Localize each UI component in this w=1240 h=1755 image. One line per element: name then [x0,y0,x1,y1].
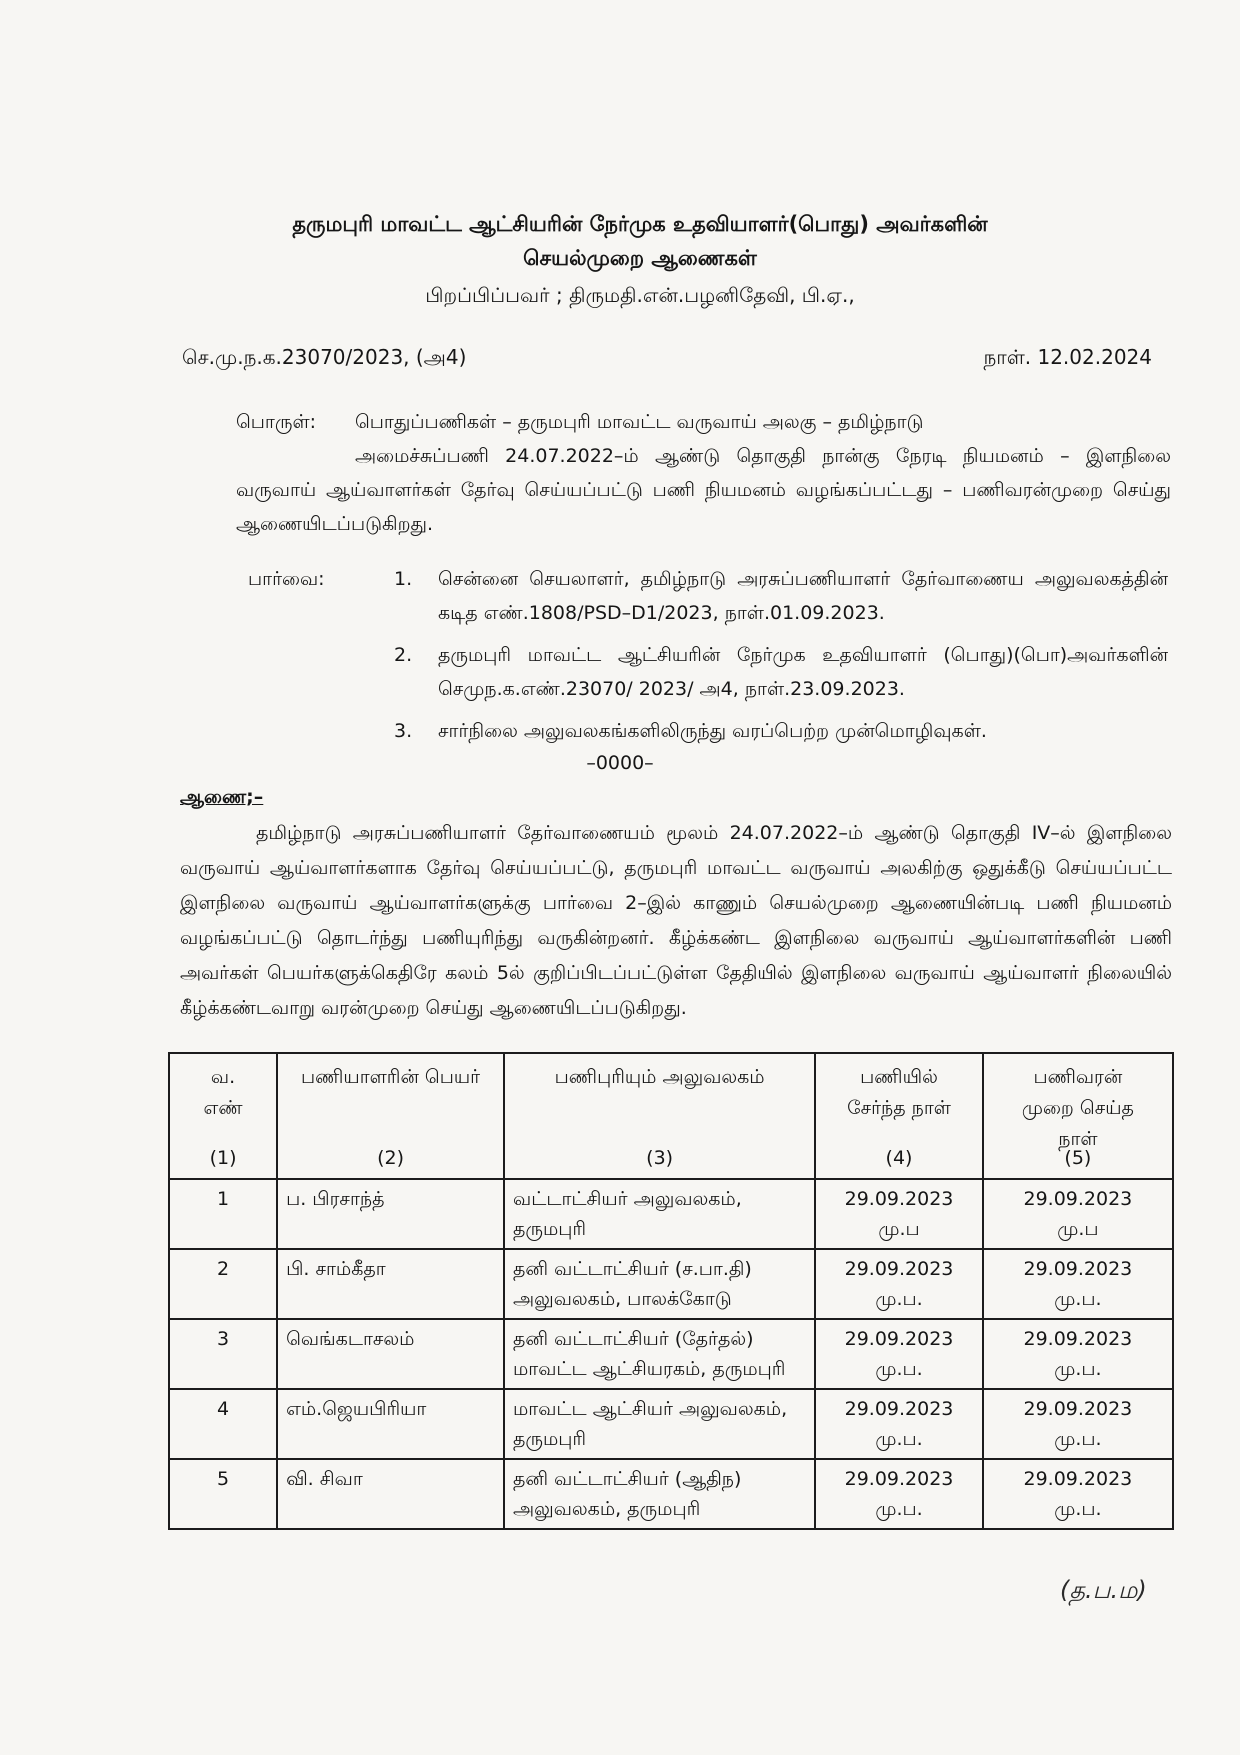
column-number: (5) [1064,1147,1092,1169]
list-item [248,714,1168,748]
table-cell: எம்.ஜெயபிரியா [277,1389,504,1459]
table-cell: மாவட்ட ஆட்சியர் அலுவலகம், தருமபுரி [504,1389,815,1459]
order-paragraph: தமிழ்நாடு அரசுப்பணியாளர் தேர்வாணையம் மூலம் 24.07.2022–ம் ஆண்டு தொகுதி IV–ல் இளநிலை வருவாய் ஆய்வாளர்களாக தேர்வு செய்யப்பட்டு, தருமபுரி மாவட்ட வருவாய் அலகிற்கு ஒதுக்கீடு செய்யப்பட்ட இளநிலை வருவாய் ஆய்வாளர்களுக்கு பார்வை 2–இல் காணும் செயல்முறை ஆணையின்படி பணி நியமனம் வழங்கப்பட்டு தொடர்ந்து பணியுரிந்து வருகின்றனர். கீழ்க்கண்ட இளநிலை வருவாய் ஆய்வாளர்களின் பணி அவர்கள் பெயர்களுக்கெதிரே கலம் 5ல் குறிப்பிடப்பட்டுள்ள தேதியில் இளநிலை வருவாய் ஆய்வாளர் நிலையில் கீழ்க்கண்டவாறு வரன்முறை செய்து ஆணையிடப்படுகிறது. [180,822,1172,1019]
reference-text-2: தருமபுரி மாவட்ட ஆட்சியரின் நேர்முக உதவியாளர் (பொது)(பொ)அவர்களின் செமுந.க.எண்.23070/ 2023/ அ4, நாள்.23.09.2023. [438,644,1168,700]
table-cell: 29.09.2023 மு.ப. [983,1459,1173,1529]
table-row [169,1319,1173,1389]
column-number: (1) [209,1147,237,1169]
table-row [169,1389,1173,1459]
column-header-4 [815,1053,983,1179]
list-item [248,638,1168,706]
section-divider: –0000– [586,752,654,774]
table-body [169,1179,1173,1529]
order-title: ஆணை;– [180,786,264,808]
table-cell: 29.09.2023 மு.ப [815,1179,983,1249]
subject-block [236,405,1171,541]
table-cell: 4 [169,1389,277,1459]
issuer-line: பிறப்பிப்பவர் ; திருமதி.என்.பழனிதேவி, பி.ஏ., [425,283,855,307]
column-header-label: பணிவரன் முறை செய்த நாள் [1021,1066,1134,1150]
handwritten-initials: (த.ப.ம) [1060,1576,1147,1604]
column-number: (2) [377,1147,404,1169]
reference-text-1: சென்னை செயலாளர், தமிழ்நாடு அரசுப்பணியாளர் தேர்வாணைய அலுவலகத்தின் கடித எண்.1808/PSD–D1/2023, நாள்.01.09.2023. [438,568,1168,624]
column-header-label: பணிபுரியும் அலுவலகம் [554,1066,765,1088]
references-block [248,562,1168,756]
table-cell: வட்டாட்சியர் அலுவலகம், தருமபுரி [504,1179,815,1249]
table-cell: 29.09.2023 மு.ப. [983,1319,1173,1389]
references-label: பார்வை: [248,568,325,590]
subject-first-line: பொதுப்பணிகள் – தருமபுரி மாவட்ட வருவாய் அலகு – தமிழ்நாடு [355,411,924,433]
column-header-5 [983,1053,1173,1179]
column-header-label: பணியாளரின் பெயர் [301,1066,481,1088]
table-cell: 29.09.2023 மு.ப. [815,1389,983,1459]
subject-text: அமைச்சுப்பணி 24.07.2022–ம் ஆண்டு தொகுதி நான்கு நேரடி நியமனம் – இளநிலை வருவாய் ஆய்வாளர்கள் தேர்வு செய்யப்பட்டு பணி நியமனம் வழங்கப்பட்டது – பணிவரன்முறை செய்து ஆணையிடப்படுகிறது. [236,445,1171,535]
table-cell: தனி வட்டாட்சியர் (தேர்தல்) மாவட்ட ஆட்சியரகம், தருமபுரி [504,1319,815,1389]
table-cell: வி. சிவா [277,1459,504,1529]
document-date: நாள். 12.02.2024 [983,345,1152,369]
subject-label: பொருள்: [236,411,317,433]
column-header-label: வ. எண் [203,1066,243,1119]
table-row [169,1179,1173,1249]
table-cell: தனி வட்டாட்சியர் (ஆதிந) அலுவலகம், தருமபுரி [504,1459,815,1529]
column-header-3 [504,1053,815,1179]
table-header-row [169,1053,1173,1179]
table-cell: 2 [169,1249,277,1319]
table-cell: 29.09.2023 மு.ப. [983,1249,1173,1319]
table-cell: பி. சாம்கீதா [277,1249,504,1319]
column-header-2 [277,1053,504,1179]
reference-number-3: 3. [394,720,413,742]
reference-number: செ.மு.ந.க.23070/2023, (அ4) [182,345,467,369]
table-cell: 29.09.2023 மு.ப. [815,1459,983,1529]
reference-number-1: 1. [394,568,413,590]
table-cell: 1 [169,1179,277,1249]
table-cell: ப. பிரசாந்த் [277,1179,504,1249]
table-cell: வெங்கடாசலம் [277,1319,504,1389]
list-item [248,562,1168,630]
table-cell: 29.09.2023 மு.ப. [815,1319,983,1389]
column-number: (3) [646,1147,674,1169]
header-title: தருமபுரி மாவட்ட ஆட்சியரின் நேர்முக உதவியாளர்(பொது) அவர்களின் [292,212,988,236]
table-row [169,1249,1173,1319]
reference-text-3: சார்நிலை அலுவலகங்களிலிருந்து வரப்பெற்ற முன்மொழிவுகள். [438,720,987,742]
references-list [248,562,1168,748]
table-row [169,1459,1173,1529]
column-header-1 [169,1053,277,1179]
staff-table [168,1052,1174,1530]
table-cell: 5 [169,1459,277,1529]
table-cell: 29.09.2023 மு.ப. [815,1249,983,1319]
header-subtitle: செயல்முறை ஆணைகள் [523,246,757,270]
table-cell: 3 [169,1319,277,1389]
column-number: (4) [885,1147,913,1169]
table-cell: 29.09.2023 மு.ப. [983,1389,1173,1459]
column-header-label: பணியில் சேர்ந்த நாள் [847,1066,951,1119]
table-cell: தனி வட்டாட்சியர் (ச.பா.தி) அலுவலகம், பாலக்கோடு [504,1249,815,1319]
reference-number-2: 2. [394,644,413,666]
table-cell: 29.09.2023 மு.ப [983,1179,1173,1249]
